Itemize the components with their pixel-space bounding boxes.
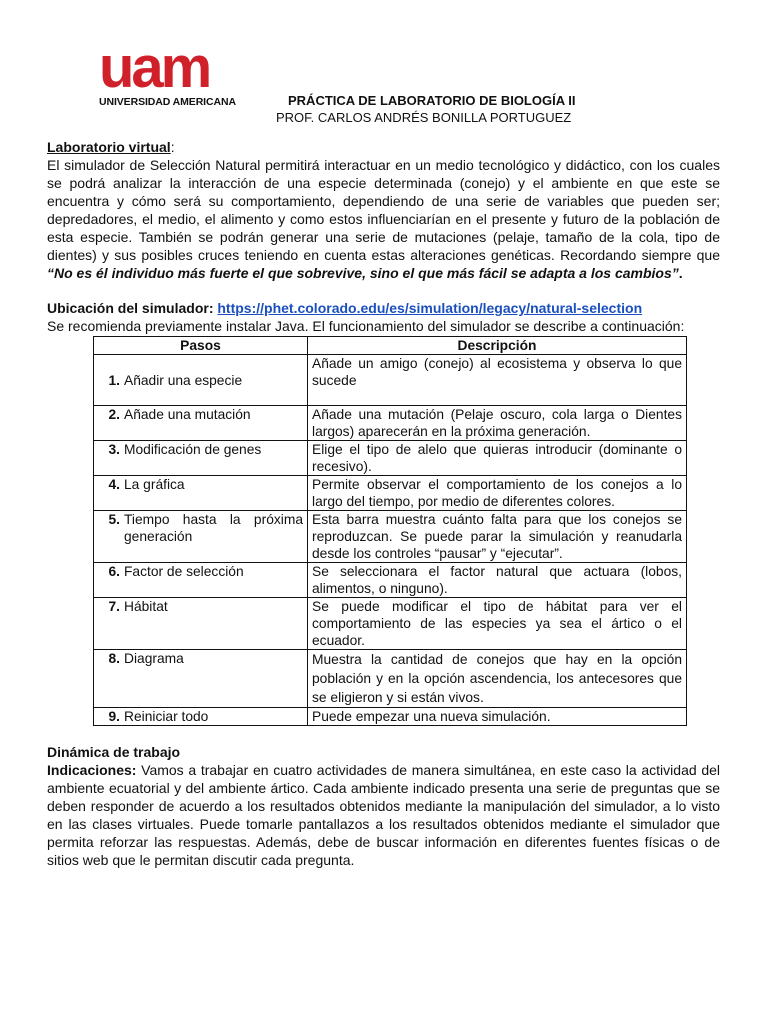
step-description: Esta barra muestra cuánto falta para que los conejos se reproduzcan. Se puede parar la simulación y reanudarla desde los controles “pausar” y “ejecutar”. [308, 511, 687, 563]
step-label: Añade una mutación [124, 407, 251, 422]
step-number: 5. [108, 512, 120, 527]
step-cell [94, 650, 308, 708]
document-body [47, 138, 720, 869]
step-label: Añadir una especie [124, 372, 243, 388]
step-description: Puede empezar una nueva simulación. [308, 708, 687, 726]
table-row [94, 406, 687, 441]
university-logo [99, 35, 259, 108]
step-description: Se puede modificar el tipo de hábitat para ver el comportamiento de las especies ya sea el ártico o el ecuador. [308, 598, 687, 650]
step-cell [94, 563, 308, 598]
steps-table [93, 336, 687, 726]
table-row [94, 563, 687, 598]
intro-section [47, 138, 720, 282]
table-row [94, 598, 687, 650]
location-label: Ubicación del simulador: [47, 300, 214, 316]
location-section [47, 299, 720, 335]
document-title: PRÁCTICA DE LABORATORIO DE BIOLOGÍA II [288, 93, 576, 108]
intro-body: El simulador de Selección Natural permitirá interactuar en un medio tecnológico y didáctico, con los cuales se podrá analizar la interacción de una especie determinada (conejo) y el ambiente en que este se encuentra y cómo será su comportamiento, dependiendo de una serie de variables que pueden ser; depredadores, el medio, el alimento y como estos influenciarían en el presente y futuro de la población de esta especie. También se podrán generar una serie de mutaciones (pelaje, tamaño de la cola, tipo de dientes) y sus posibles cruces teniendo en cuenta estas alteraciones genéticas. Recordando siempre que [47, 157, 720, 263]
step-number: 4. [108, 477, 120, 492]
step-cell [94, 441, 308, 476]
step-label: Diagrama [124, 651, 184, 666]
step-label: La gráfica [124, 477, 185, 492]
step-cell [94, 511, 308, 563]
header-description: Descripción [308, 337, 687, 355]
table-row [94, 355, 687, 406]
dynamics-section [47, 743, 720, 869]
table-header-row [94, 337, 687, 355]
logo-university-name: UNIVERSIDAD AMERICANA [99, 96, 236, 108]
step-description: Muestra la cantidad de conejos que hay en la opción población y en la opción ascendencia, los antecesores que se eligieron y si están vivos. [308, 650, 687, 708]
intro-heading-colon: : [170, 139, 175, 155]
step-cell [94, 708, 308, 726]
dynamics-label: Indicaciones: [47, 762, 137, 778]
step-number: 7. [108, 599, 120, 614]
step-number: 3. [108, 442, 120, 457]
dynamics-body: Vamos a trabajar en cuatro actividades de manera simultánea, en este caso la actividad del ambiente ecuatorial y del ambiente ártico. Cada ambiente indicado presenta una serie de preguntas que se deben responder de acuerdo a los resultados obtenidos mediante la manipulación del simulador, a lo visto en las clases virtuales. Puede tomarle pantallazos a los resultados obtenidos mediante el simulador que permita reforzar las respuestas. Además, debe de buscar información en diferentes fuentes físicas o de sitios web que le permitan discutir cada pregunta. [47, 762, 720, 868]
step-label: Factor de selección [124, 564, 244, 579]
step-cell [94, 406, 308, 441]
step-description: Se seleccionara el factor natural que actuara (lobos, alimentos, o ninguno). [308, 563, 687, 598]
table-row [94, 511, 687, 563]
simulator-link[interactable]: https://phet.colorado.edu/es/simulation/legacy/natural-selection [217, 300, 643, 316]
step-description: Añade una mutación (Pelaje oscuro, cola larga o Dientes largos) aparecerán en la próxima generación. [308, 406, 687, 441]
step-number: 9. [108, 709, 120, 724]
step-description: Añade un amigo (conejo) al ecosistema y observa lo que sucede [308, 355, 687, 406]
step-cell [94, 355, 308, 406]
step-label: Reiniciar todo [124, 709, 209, 724]
professor-name: PROF. CARLOS ANDRÉS BONILLA PORTUGUEZ [276, 110, 572, 125]
table-row [94, 650, 687, 708]
step-number: 6. [108, 564, 120, 579]
header-steps: Pasos [94, 337, 308, 355]
location-note: Se recomienda previamente instalar Java. El funcionamiento del simulador se describe a continuación: [47, 318, 685, 334]
step-cell [94, 598, 308, 650]
intro-heading: Laboratorio virtual [47, 139, 171, 155]
dynamics-heading: Dinámica de trabajo [47, 744, 181, 760]
table-row [94, 708, 687, 726]
table-row [94, 476, 687, 511]
step-number: 8. [108, 651, 120, 666]
logo-mark: uam [99, 35, 210, 100]
step-number: 1. [108, 372, 120, 388]
step-label: Modificación de genes [124, 442, 262, 457]
step-label: Tiempo hasta la próxima generación [124, 512, 303, 544]
step-number: 2. [108, 407, 120, 422]
intro-quote-end: . [678, 265, 683, 281]
step-cell [94, 476, 308, 511]
table-row [94, 441, 687, 476]
step-description: Permite observar el comportamiento de los conejos a lo largo del tiempo, por medio de diferentes colores. [308, 476, 687, 511]
intro-quote: “No es él individuo más fuerte el que sobrevive, sino el que más fácil se adapta a los cambios” [47, 265, 679, 281]
step-description: Elige el tipo de alelo que quieras introducir (dominante o recesivo). [308, 441, 687, 476]
step-label: Hábitat [124, 599, 168, 614]
